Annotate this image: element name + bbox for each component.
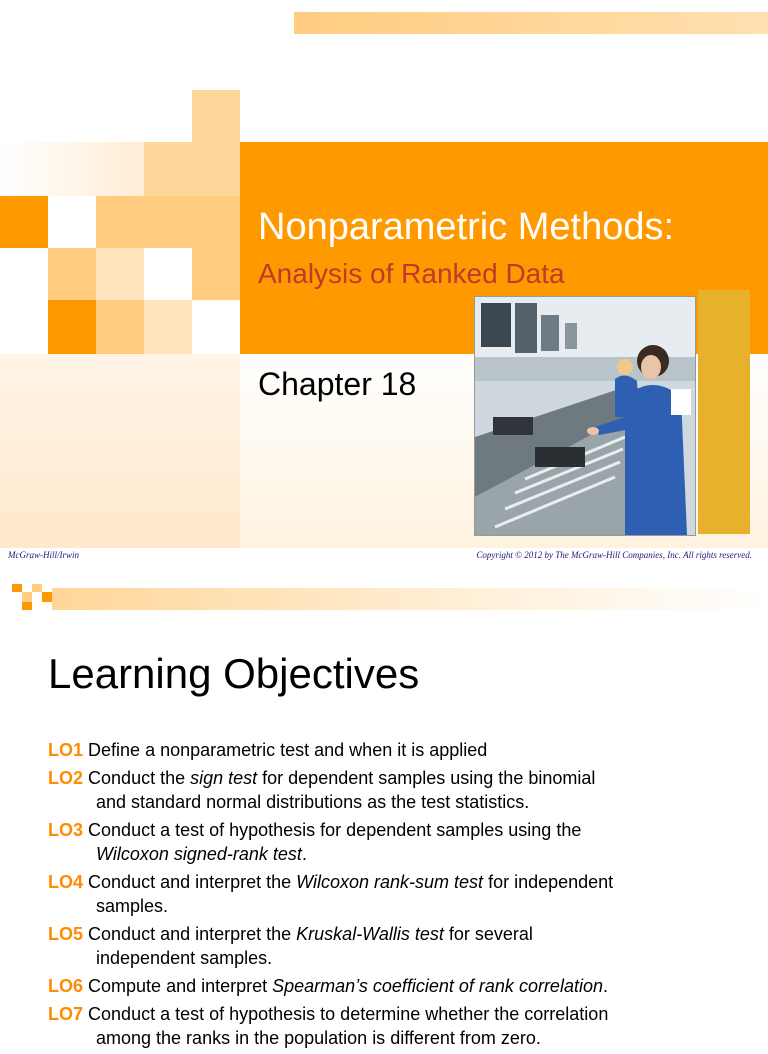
emphasized-term: Wilcoxon signed-rank test — [96, 844, 302, 864]
mosaic-block — [48, 300, 96, 354]
objective-text: Compute and interpret — [88, 976, 273, 996]
objective-continuation — [48, 842, 748, 866]
objective-continuation — [48, 790, 748, 814]
objective-item — [48, 766, 748, 814]
mosaic-block — [96, 248, 144, 300]
objective-text: . — [301, 844, 307, 864]
objective-text: . — [602, 976, 608, 996]
objective-code: LO4 — [48, 872, 84, 892]
slide-title: Nonparametric Methods: — [258, 206, 675, 248]
objective-item — [48, 974, 748, 998]
objective-line — [48, 738, 748, 762]
objective-line — [48, 922, 748, 946]
mosaic-block — [32, 584, 42, 592]
chapter-label: Chapter 18 — [258, 366, 417, 402]
mosaic-block — [96, 300, 144, 354]
band-left-fade — [192, 196, 240, 300]
objective-text: for independent — [483, 872, 614, 892]
objective-code: LO5 — [48, 924, 84, 944]
objective-code: LO3 — [48, 820, 84, 840]
top-accent-bar — [294, 12, 768, 34]
objectives-list — [48, 738, 748, 1054]
copyright-footer: Copyright © 2012 by The McGraw-Hill Companies, Inc. All rights reserved. — [476, 550, 752, 560]
objective-code: LO7 — [48, 1004, 84, 1024]
emphasized-term: Spearman’s coefficient of rank correlation — [272, 976, 603, 996]
mosaic-block — [42, 592, 52, 602]
objective-line — [48, 974, 748, 998]
mosaic-block — [22, 602, 32, 610]
objective-line — [48, 766, 748, 790]
mosaic-block — [144, 142, 240, 196]
objective-code: LO6 — [48, 976, 84, 996]
objective-text: Conduct and interpret the — [88, 924, 297, 944]
objective-text: Define a nonparametric test and when it is applied — [88, 740, 488, 760]
objective-code: LO2 — [48, 768, 84, 788]
learning-objectives-slide — [0, 580, 768, 1048]
mosaic-block — [48, 248, 96, 300]
mosaic-block — [192, 90, 240, 142]
objective-continuation — [48, 894, 748, 918]
objective-text: samples. — [96, 896, 169, 916]
slide-title: Learning Objectives — [48, 650, 420, 697]
objective-line — [48, 818, 748, 842]
objective-continuation — [48, 946, 748, 970]
objective-item — [48, 738, 748, 762]
objective-item — [48, 870, 748, 918]
objective-text: Conduct the — [88, 768, 191, 788]
objective-text: for dependent samples using the binomial — [257, 768, 596, 788]
mosaic-block — [96, 196, 192, 248]
objective-item — [48, 922, 748, 970]
mosaic-block — [22, 592, 32, 602]
header-accent-bar — [52, 588, 768, 610]
objective-text: Conduct and interpret the — [88, 872, 297, 892]
objective-text: independent samples. — [96, 948, 273, 968]
objective-line — [48, 1002, 748, 1026]
emphasized-term: Wilcoxon rank-sum test — [296, 872, 484, 892]
objective-text: among the ranks in the population is different from zero. — [96, 1028, 541, 1048]
factory-workers-photo-icon — [474, 296, 696, 536]
mosaic-block — [0, 354, 240, 548]
objective-line — [48, 870, 748, 894]
emphasized-term: sign test — [190, 768, 258, 788]
mosaic-block — [0, 196, 48, 248]
objective-text: Conduct a test of hypothesis for dependent samples using the — [88, 820, 582, 840]
emphasized-term: Kruskal-Wallis test — [296, 924, 444, 944]
slide-subtitle: Analysis of Ranked Data — [258, 258, 565, 289]
objective-text: and standard normal distributions as the test statistics. — [96, 792, 530, 812]
mosaic-block — [144, 300, 192, 354]
publisher-footer: McGraw-Hill/Irwin — [8, 550, 79, 560]
objective-item — [48, 818, 748, 866]
mosaic-block — [0, 142, 144, 196]
gold-accent-bar — [698, 290, 750, 534]
objective-item — [48, 1002, 748, 1050]
objective-code: LO1 — [48, 740, 84, 760]
objective-continuation — [48, 1026, 748, 1050]
objective-text: for several — [443, 924, 533, 944]
objective-text: Conduct a test of hypothesis to determine whether the correlation — [88, 1004, 609, 1024]
mosaic-block — [12, 584, 22, 592]
